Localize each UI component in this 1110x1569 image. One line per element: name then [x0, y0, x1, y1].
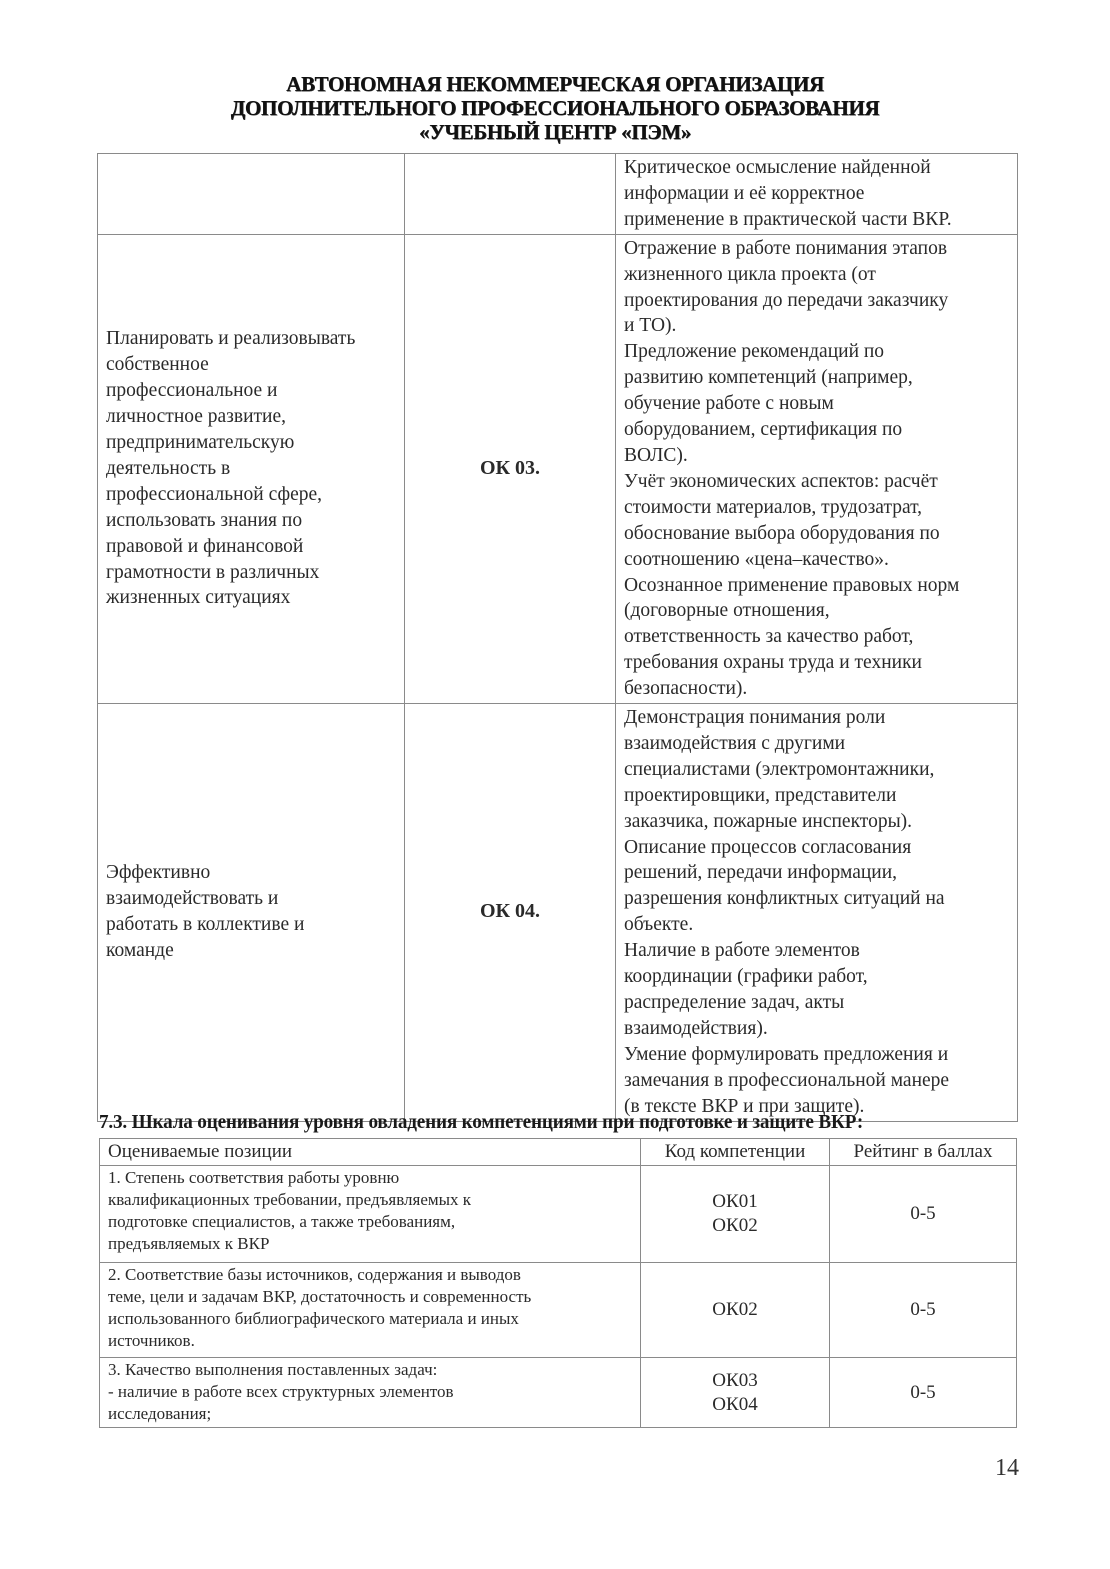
rating-value: 0-5: [830, 1166, 1017, 1263]
description-line: использовать знания по: [106, 509, 303, 531]
competency-indicators: [616, 704, 1018, 1122]
indicator-line: Описание процессов согласования: [624, 836, 912, 858]
description-line: деятельность в: [106, 457, 231, 479]
indicator-line: распределение задач, акты: [624, 992, 845, 1013]
competency-codes: [641, 1166, 830, 1263]
indicator-line: (в тексте ВКР и при защите).: [624, 1095, 865, 1117]
table-row: [98, 154, 1018, 235]
organization-header: [0, 72, 1110, 144]
assessed-position: [100, 1358, 641, 1428]
indicator-line: Наличие в работе элементов: [624, 940, 860, 962]
position-line: квалификационных требовании, предъявляемых к: [108, 1190, 472, 1209]
indicator-line: заказчика, пожарные инспекторы).: [624, 810, 913, 832]
competency-code: ОК02: [712, 1299, 758, 1320]
competency-code: ОК 03.: [405, 234, 616, 703]
competency-description: [98, 154, 405, 235]
description-line: жизненных ситуациях: [106, 587, 291, 609]
indicator-line: жизненного цикла проекта (от: [624, 263, 876, 285]
indicator-line: разрешения конфликтных ситуаций на: [624, 888, 945, 910]
indicator-line: Критическое осмысление найденной: [624, 157, 931, 178]
indicator-line: проектировщики, представители: [624, 784, 897, 806]
indicator-line: взаимодействия).: [624, 1017, 768, 1039]
description-line: личностное развитие,: [106, 406, 287, 428]
indicator-line: применение в практической части ВКР.: [624, 208, 952, 230]
rating-value: 0-5: [830, 1358, 1017, 1428]
indicator-line: обучение работе с новым: [624, 393, 834, 415]
position-line: 3. Качество выполнения поставленных задач:: [108, 1360, 438, 1379]
description-line: предпринимательскую: [106, 432, 295, 454]
indicator-line: Учёт экономических аспектов: расчёт: [624, 470, 938, 492]
competency-table: [97, 153, 1018, 1122]
column-header-rating: Рейтинг в баллах: [830, 1139, 1017, 1166]
column-header-code: Код компетенции: [641, 1139, 830, 1166]
competency-code: [405, 154, 616, 235]
indicator-line: соотношению «цена–качество».: [624, 548, 889, 570]
competency-code: ОК04: [712, 1393, 758, 1415]
header-line: «УЧЕБНЫЙ ЦЕНТР «ПЭМ»: [419, 120, 691, 144]
competency-codes: [641, 1358, 830, 1428]
rating-value: 0-5: [830, 1263, 1017, 1358]
competency-description: [98, 234, 405, 703]
description-line: работать в коллективе и: [106, 914, 305, 936]
table-row: [98, 704, 1018, 1122]
section-title: 7.3. Шкала оценивания уровня овладения компетенциями при подготовке и защите ВКР:: [99, 1111, 864, 1133]
position-line: 1. Степень соответствия работы уровню: [108, 1168, 400, 1187]
competency-codes: [641, 1263, 830, 1358]
position-line: теме, цели и задачам ВКР, достаточность и современность: [108, 1287, 532, 1306]
indicator-line: замечания в профессиональной манере: [624, 1069, 950, 1091]
position-line: 2. Соответствие базы источников, содержания и выводов: [108, 1265, 521, 1284]
competency-description: [98, 704, 405, 1122]
position-line: подготовке специалистов, а также требованиям,: [108, 1212, 456, 1231]
scoring-table: [99, 1138, 1017, 1428]
indicator-line: специалистами (электромонтажники,: [624, 758, 935, 780]
description-line: профессиональное и: [106, 380, 278, 402]
position-line: исследования;: [108, 1404, 212, 1423]
competency-code: ОК 04.: [405, 704, 616, 1122]
table-row: [98, 234, 1018, 703]
indicator-line: обоснование выбора оборудования по: [624, 522, 940, 544]
indicator-line: Предложение рекомендаций по: [624, 341, 885, 363]
column-header-positions: Оцениваемые позиции: [100, 1139, 641, 1166]
competency-indicators: [616, 234, 1018, 703]
position-line: использованного библиографического материала и иных: [108, 1309, 519, 1328]
indicator-line: безопасности).: [624, 678, 748, 700]
competency-code: ОК02: [712, 1215, 758, 1236]
indicator-line: информации и её корректное: [624, 182, 865, 204]
indicator-line: (договорные отношения,: [624, 600, 830, 622]
indicator-line: и ТО).: [624, 315, 677, 337]
description-line: собственное: [106, 354, 209, 376]
competency-code: ОК01: [712, 1191, 758, 1212]
indicator-line: Демонстрация понимания роли: [624, 707, 886, 729]
indicator-line: решений, передачи информации,: [624, 862, 898, 884]
position-line: источников.: [108, 1331, 195, 1350]
indicator-line: ответственность за качество работ,: [624, 626, 914, 648]
indicator-line: требования охраны труда и техники: [624, 652, 922, 674]
indicator-line: ВОЛС).: [624, 444, 688, 466]
description-line: правовой и финансовой: [106, 535, 304, 557]
description-line: Планировать и реализовывать: [106, 328, 356, 350]
indicator-line: проектирования до передачи заказчику: [624, 289, 949, 311]
competency-code: ОК03: [712, 1369, 758, 1391]
description-line: Эффективно: [106, 862, 211, 884]
header-line: АВТОНОМНАЯ НЕКОММЕРЧЕСКАЯ ОРГАНИЗАЦИЯ: [286, 72, 824, 96]
indicator-line: Осознанное применение правовых норм: [624, 574, 960, 596]
indicator-line: развитию компетенций (например,: [624, 367, 913, 389]
table-row: [100, 1166, 1017, 1263]
table-row: [100, 1263, 1017, 1358]
description-line: взаимодействовать и: [106, 888, 279, 910]
indicator-line: оборудованием, сертификация по: [624, 419, 903, 441]
header-line: ДОПОЛНИТЕЛЬНОГО ПРОФЕССИОНАЛЬНОГО ОБРАЗОВАНИЯ: [230, 96, 880, 120]
indicator-line: стоимости материалов, трудозатрат,: [624, 496, 923, 518]
indicator-line: взаимодействия с другими: [624, 732, 846, 754]
assessed-position: [100, 1263, 641, 1358]
indicator-line: Умение формулировать предложения и: [624, 1043, 949, 1065]
indicator-line: объекте.: [624, 914, 694, 936]
page-number: 14: [995, 1455, 1019, 1481]
assessed-position: [100, 1166, 641, 1263]
description-line: профессиональной сфере,: [106, 483, 323, 505]
description-line: команде: [106, 940, 174, 962]
competency-indicators: [616, 154, 1018, 235]
table-row: [100, 1358, 1017, 1428]
indicator-line: координации (графики работ,: [624, 966, 868, 988]
table-header-row: [100, 1139, 1017, 1166]
position-line: - наличие в работе всех структурных элементов: [108, 1382, 454, 1401]
description-line: грамотности в различных: [106, 561, 320, 583]
indicator-line: Отражение в работе понимания этапов: [624, 237, 948, 259]
position-line: предъявляемых к ВКР: [108, 1234, 270, 1253]
